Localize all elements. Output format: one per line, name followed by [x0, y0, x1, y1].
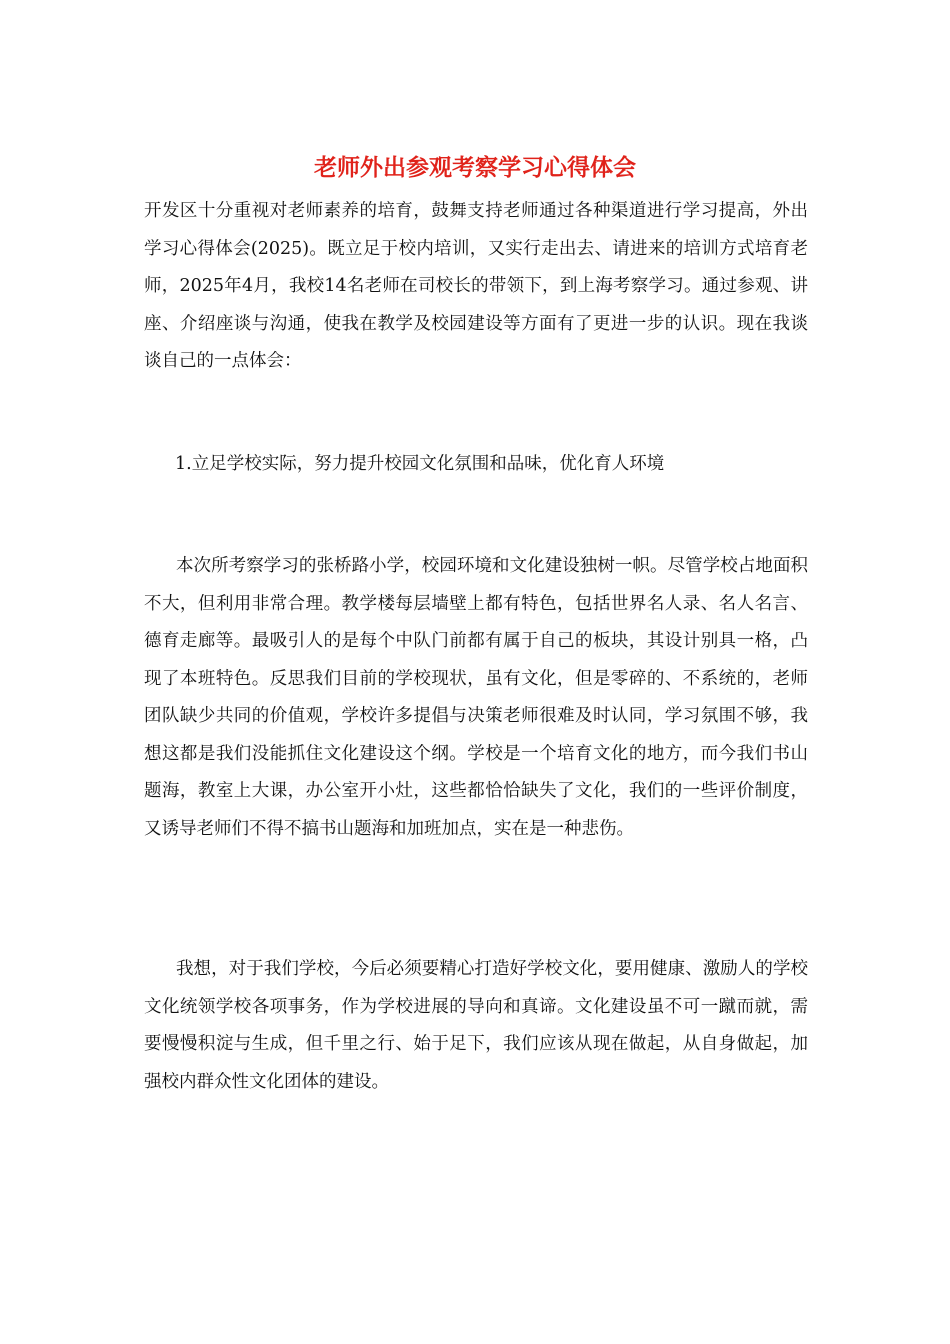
document-title: 老师外出参观考察学习心得体会 — [314, 154, 636, 181]
intro-paragraph: 开发区十分重视对老师素养的培育，鼓舞支持老师通过各种渠道进行学习提高，外出学习心得体会(2025)。既立足于校内培训，又实行走出去、请进来的培训方式培育老师，2025年4月，我校14名老师在司校长的带领下，到上海考察学习。通过参观、讲座、介绍座谈与沟通，使我在教学及校园建设等方面有了更进一步的认识。现在我谈谈自己的一点体会： — [144, 201, 808, 371]
section-heading-1: 1.立足学校实际，努力提升校园文化氛围和品味，优化育人环境 — [175, 454, 665, 474]
body-paragraph-2: 本次所考察学习的张桥路小学，校园环境和文化建设独树一帜。尽管学校占地面积不大，但利用非常合理。教学楼每层墙壁上都有特色，包括世界名人录、名人名言、德育走廊等。最吸引人的是每个中队门前都有属于自己的板块，其设计别具一格，凸现了本班特色。反思我们目前的学校现状，虽有文化，但是零碎的、不系统的，老师团队缺少共同的价值观，学校许多提倡与决策老师很难及时认同，学习氛围不够，我想这都是我们没能抓住文化建设这个纲。学校是一个培育文化的地方，而今我们书山题海，教室上大课，办公室开小灶，这些都恰恰缺失了文化，我们的一些评价制度，又诱导老师们不得不搞书山题海和加班加点，实在是一种悲伤。 — [144, 556, 808, 839]
body-paragraph-3: 我想，对于我们学校，今后必须要精心打造好学校文化，要用健康、激励人的学校文化统领学校各项事务，作为学校进展的导向和真谛。文化建设虽不可一蹴而就，需要慢慢积淀与生成，但千里之行、始于足下，我们应该从现在做起，从自身做起，加强校内群众性文化团体的建设。 — [144, 959, 808, 1092]
